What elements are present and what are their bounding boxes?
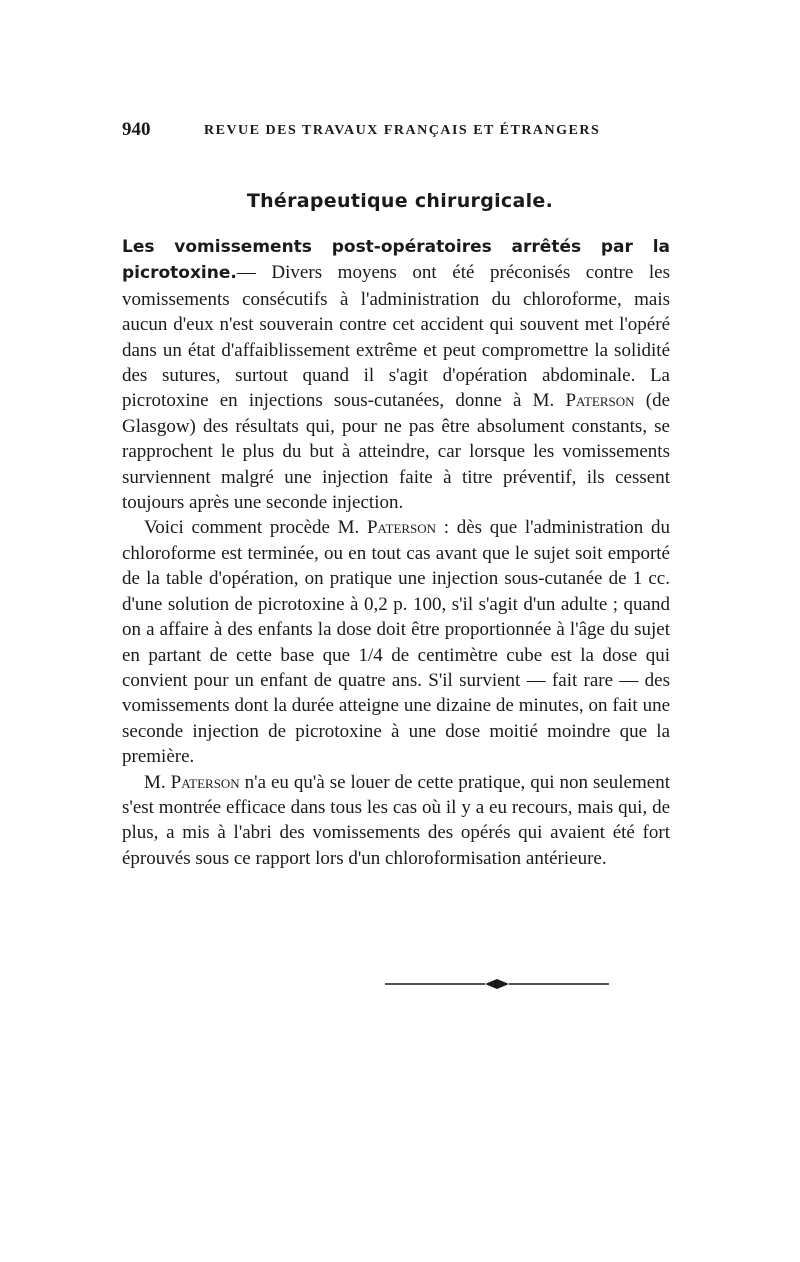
author-name: Paterson [366, 517, 437, 539]
paragraph-1-text-a: — Divers moyens ont été préconisés contre les vomissements consécutifs à l'administration du chloroforme, mais aucun d'eux n'est souverain contre cet accident qui souvent met l'opéré dans un état d'affaiblissement extrême et peut compromettre la solidité des sutures, surtout quand il s'agit d'opération abdominale. La picrotoxine en injections sous-cutanées, donne à M. [122, 262, 670, 412]
paragraph-1-text-b: (de Glasgow) des résultats qui, pour ne pas être absolument constants, se rapprochent le plus du but à atteindre, car lorsque les vomissements surviennent malgré une injection faite à titre préventif, ils cessent toujours après une seconde injection. [122, 390, 670, 514]
paragraph-2-text-b: : dès que l'administration du chloroforme est terminée, ou en tout cas avant que le sujet soit emporté de la table d'opération, on pratique une injection sous-cutanée de 1 cc. d'une solution de picrotoxine à 0,2 p. 100, s'il s'agit d'un adulte ; quand on a affaire à des enfants la dose doit être proportionnée à l'âge du sujet en partant de cette base que 1/4 de centimètre cube est la dose qui convient pour un enfant de quatre ans. S'il survient — fait rare — des vomissements dont la durée atteigne une dizaine de minutes, on fait une seconde injection de picrotoxine à une dose moitié moindre que la première. [122, 517, 670, 768]
running-head [122, 118, 682, 142]
paragraph-1 [122, 234, 670, 515]
article-body [122, 234, 670, 871]
paragraph-3 [122, 770, 670, 872]
rule-with-diamond-icon [385, 976, 609, 992]
article-lead-title: Les vomissements post-opératoires arrêtés par la picrotoxine. [122, 237, 670, 284]
page-number: 940 [122, 119, 151, 140]
section-title: Thérapeutique chirurgicale. [246, 190, 554, 212]
paragraph-2 [122, 515, 670, 769]
author-name: Paterson [170, 771, 240, 793]
paragraph-2-text-a: Voici comment procède M. [144, 517, 367, 539]
journal-title: REVUE DES TRAVAUX FRANÇAIS ET ÉTRANGERS [204, 123, 601, 138]
paragraph-3-text-b: n'a eu qu'à se louer de cette pratique, qui non seulement s'est montrée efficace dans tous les cas où il y a eu recours, mais qui, de plus, a mis à l'abri des vomissements des opérés qui avaient été fort éprouvés sous ce rapport lors d'un chloroformisation antérieure. [122, 771, 670, 869]
paragraph-3-text-a: M. [144, 771, 171, 793]
author-name: Paterson [565, 390, 635, 412]
